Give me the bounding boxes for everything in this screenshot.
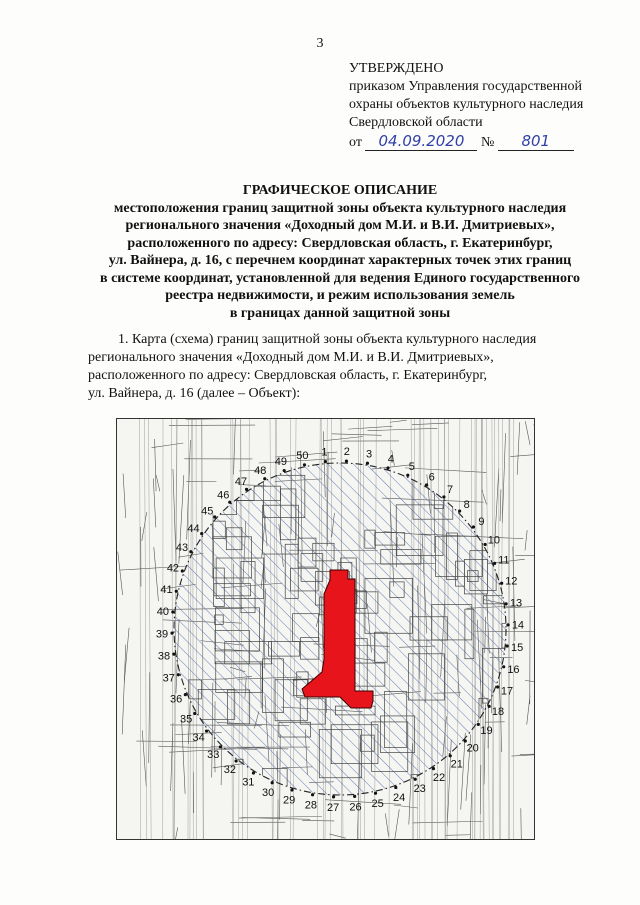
parcel-line [140, 419, 141, 839]
boundary-point-marker [235, 759, 238, 762]
parcel-line [525, 681, 534, 685]
approval-line: Свердловской области [349, 115, 483, 130]
boundary-point-marker [449, 754, 452, 757]
boundary-point-label: 47 [234, 476, 248, 489]
parcel-line [348, 426, 392, 429]
parcel-line [390, 420, 407, 422]
boundary-point-marker [502, 665, 505, 668]
boundary-point-marker [332, 795, 335, 798]
boundary-point-marker [193, 712, 196, 715]
parcel-line [332, 434, 382, 436]
parcel-line [525, 530, 527, 550]
boundary-point-label: 39 [155, 628, 169, 641]
boundary-point-label: 34 [192, 732, 205, 745]
boundary-point-marker [472, 525, 475, 528]
boundary-point-label: 46 [217, 489, 230, 502]
boundary-point-marker [200, 532, 203, 535]
parcel-line [142, 512, 147, 541]
boundary-point-marker [386, 466, 389, 469]
parcel-line [234, 419, 236, 475]
parcel-outline [447, 795, 487, 821]
parcel-line [302, 820, 334, 821]
parcel-line [124, 628, 129, 683]
boundary-point-marker [311, 793, 314, 796]
parcel-line [368, 428, 438, 430]
parcel-line [525, 421, 530, 445]
boundary-point-marker [406, 474, 409, 477]
boundary-point-marker [505, 602, 508, 605]
boundary-point-marker [205, 729, 208, 732]
parcel-line [153, 478, 156, 527]
boundary-point-label: 43 [175, 542, 189, 555]
parcel-line [149, 672, 150, 763]
boundary-point-marker [283, 469, 286, 472]
parcel-outline [230, 795, 258, 822]
boundary-point-label: 35 [180, 713, 193, 726]
title-line: в системе координат, установленной для ведения Единого государственного [100, 270, 580, 286]
boundary-point-marker [442, 495, 445, 498]
protection-zone-map [116, 418, 535, 840]
parcel-line [149, 419, 152, 839]
boundary-point-label: 38 [157, 650, 171, 663]
boundary-point-marker [484, 543, 487, 546]
parcel-line [323, 436, 363, 440]
boundary-point-label: 44 [187, 522, 200, 535]
parcel-line [173, 827, 177, 839]
parcel-outline [420, 791, 436, 831]
boundary-point-marker [263, 477, 266, 480]
boundary-point-marker [458, 509, 461, 512]
boundary-point-marker [414, 778, 417, 781]
boundary-point-marker [496, 685, 499, 688]
approval-number: 801 [498, 132, 574, 151]
boundary-point-marker [353, 795, 356, 798]
approval-date: 04.09.2020 [365, 132, 477, 151]
approval-heading: УТВЕРЖДЕНО [349, 61, 444, 76]
boundary-point-label: 29 [283, 794, 296, 807]
boundary-point-label: 40 [156, 606, 170, 619]
boundary-point-label: 28 [304, 799, 318, 812]
parcel-line [123, 474, 126, 518]
parcel-line [181, 716, 185, 794]
paragraph-line: расположенного по адресу: Свердловская область, г. Екатеринбург, [88, 368, 487, 383]
boundary-point-label: 19 [480, 725, 493, 738]
boundary-point-label: 50 [296, 450, 309, 463]
boundary-point-label: 9 [478, 515, 485, 528]
boundary-point-label: 12 [505, 575, 518, 588]
boundary-point-label: 7 [447, 484, 454, 497]
document-title [60, 182, 620, 322]
boundary-point-label: 1 [321, 446, 328, 459]
parcel-line [385, 813, 388, 836]
title-line: реестра недвижимости, и режим использования земель [165, 288, 515, 303]
approval-line: приказом Управления государственной [349, 79, 583, 94]
number-prefix: № [480, 135, 495, 150]
parcel-line [142, 730, 146, 786]
paragraph-line: ул. Вайнера, д. 16 (далее – Объект): [88, 386, 301, 401]
parcel-line [521, 808, 522, 839]
parcel-line [221, 747, 222, 785]
boundary-point-marker [506, 623, 509, 626]
boundary-point-marker [184, 693, 187, 696]
boundary-point-marker [271, 781, 274, 784]
boundary-point-label: 22 [432, 771, 446, 784]
paragraph-1 [88, 331, 615, 403]
boundary-point-marker [213, 515, 216, 518]
boundary-point-marker [303, 463, 306, 466]
boundary-point-marker [290, 788, 293, 791]
parcel-line [500, 489, 501, 521]
boundary-point-label: 27 [327, 801, 340, 814]
boundary-point-label: 15 [510, 641, 524, 654]
paragraph-line: регионального значения «Доходный дом М.И. и В.И. Дмитриевых», [88, 350, 494, 365]
paragraph-line: 1. Карта (схема) границ защитной зоны объекта культурного наследия [118, 332, 537, 347]
parcel-line [172, 419, 173, 839]
approval-date-row [349, 132, 583, 152]
boundary-point-label: 4 [387, 453, 394, 466]
parcel-line [329, 834, 345, 838]
boundary-point-marker [172, 653, 175, 656]
parcel-line [520, 752, 534, 754]
boundary-point-marker [506, 644, 509, 647]
boundary-point-label: 41 [160, 583, 173, 596]
boundary-point-label: 26 [349, 801, 362, 814]
boundary-point-label: 45 [201, 505, 214, 518]
parcel-line [156, 475, 160, 491]
boundary-point-label: 16 [507, 664, 520, 677]
parcel-line [533, 425, 534, 426]
boundary-point-label: 31 [242, 776, 255, 789]
boundary-point-label: 11 [498, 554, 510, 567]
title-line: ГРАФИЧЕСКОЕ ОПИСАНИЕ [242, 183, 438, 198]
boundary-point-marker [181, 569, 184, 572]
boundary-point-label: 8 [463, 499, 470, 512]
boundary-point-label: 3 [366, 448, 373, 461]
boundary-point-label: 33 [207, 748, 220, 761]
boundary-point-label: 30 [262, 786, 275, 799]
parcel-line [118, 552, 123, 595]
parcel-line [395, 809, 400, 839]
boundary-point-label: 24 [392, 791, 406, 804]
boundary-point-marker [177, 673, 180, 676]
boundary-point-marker [252, 771, 255, 774]
boundary-point-marker [245, 488, 248, 491]
boundary-point-label: 48 [254, 464, 267, 477]
boundary-point-marker [432, 767, 435, 770]
title-line: местоположения границ защитной зоны объекта культурного наследия [113, 200, 567, 216]
parcel-line [154, 547, 159, 601]
boundary-point-marker [189, 550, 192, 553]
boundary-point-marker [345, 460, 348, 463]
boundary-point-label: 21 [450, 758, 463, 771]
boundary-point-label: 42 [166, 562, 180, 575]
parcel-line [445, 835, 470, 836]
parcel-line [502, 433, 505, 523]
boundary-point-label: 17 [500, 685, 514, 698]
title-line: расположенного по адресу: Свердловская область, г. Екатеринбург, [127, 235, 553, 251]
boundary-point-label: 13 [509, 597, 523, 610]
boundary-point-label: 2 [343, 446, 350, 459]
parcel-line [461, 733, 466, 810]
approval-line: охраны объектов культурного наследия [349, 97, 584, 112]
boundary-point-label: 14 [511, 619, 525, 632]
boundary-point-label: 36 [170, 693, 183, 706]
boundary-point-label: 25 [371, 797, 384, 810]
parcel-line [517, 422, 520, 475]
boundary-point-label: 10 [487, 534, 500, 547]
parcel-line [412, 423, 449, 425]
boundary-point-marker [374, 792, 377, 795]
boundary-point-marker [171, 610, 174, 613]
title-line: регионального значения «Доходный дом М.И. и В.И. Дмитриевых», [125, 218, 555, 233]
parcel-line [515, 555, 534, 556]
boundary-point-marker [488, 705, 491, 708]
boundary-point-label: 37 [162, 672, 175, 685]
boundary-point-label: 18 [491, 705, 505, 718]
boundary-point-label: 32 [223, 763, 237, 776]
boundary-point-label: 20 [466, 742, 479, 755]
boundary-point-label: 5 [408, 461, 415, 474]
parcel-line [239, 816, 322, 818]
parcel-line [527, 696, 530, 725]
boundary-point-marker [175, 590, 178, 593]
boundary-point-marker [394, 786, 397, 789]
parcel-line [122, 645, 126, 735]
page-number: 3 [316, 36, 324, 51]
boundary-point-marker [425, 483, 428, 486]
boundary-point-marker [366, 462, 369, 465]
approval-block [349, 60, 583, 152]
parcel-outline [412, 795, 442, 804]
boundary-point-label: 49 [274, 456, 288, 469]
boundary-point-marker [500, 582, 503, 585]
parcel-line [484, 705, 486, 785]
parcel-line [508, 419, 509, 839]
date-prefix: от [349, 135, 362, 150]
boundary-point-marker [493, 562, 496, 565]
map-canvas [117, 419, 534, 839]
title-line: в границах данной защитной зоны [229, 305, 451, 321]
boundary-point-marker [170, 632, 173, 635]
parcel-line [469, 792, 472, 839]
boundary-point-label: 23 [413, 783, 426, 796]
parcel-line [405, 468, 486, 473]
boundary-point-marker [324, 460, 327, 463]
title-line: ул. Вайнера, д. 16, с перечнем координат характерных точек этих границ [108, 253, 572, 268]
parcel-line [152, 443, 184, 448]
parcel-line [394, 805, 418, 808]
boundary-point-label: 6 [428, 471, 435, 484]
